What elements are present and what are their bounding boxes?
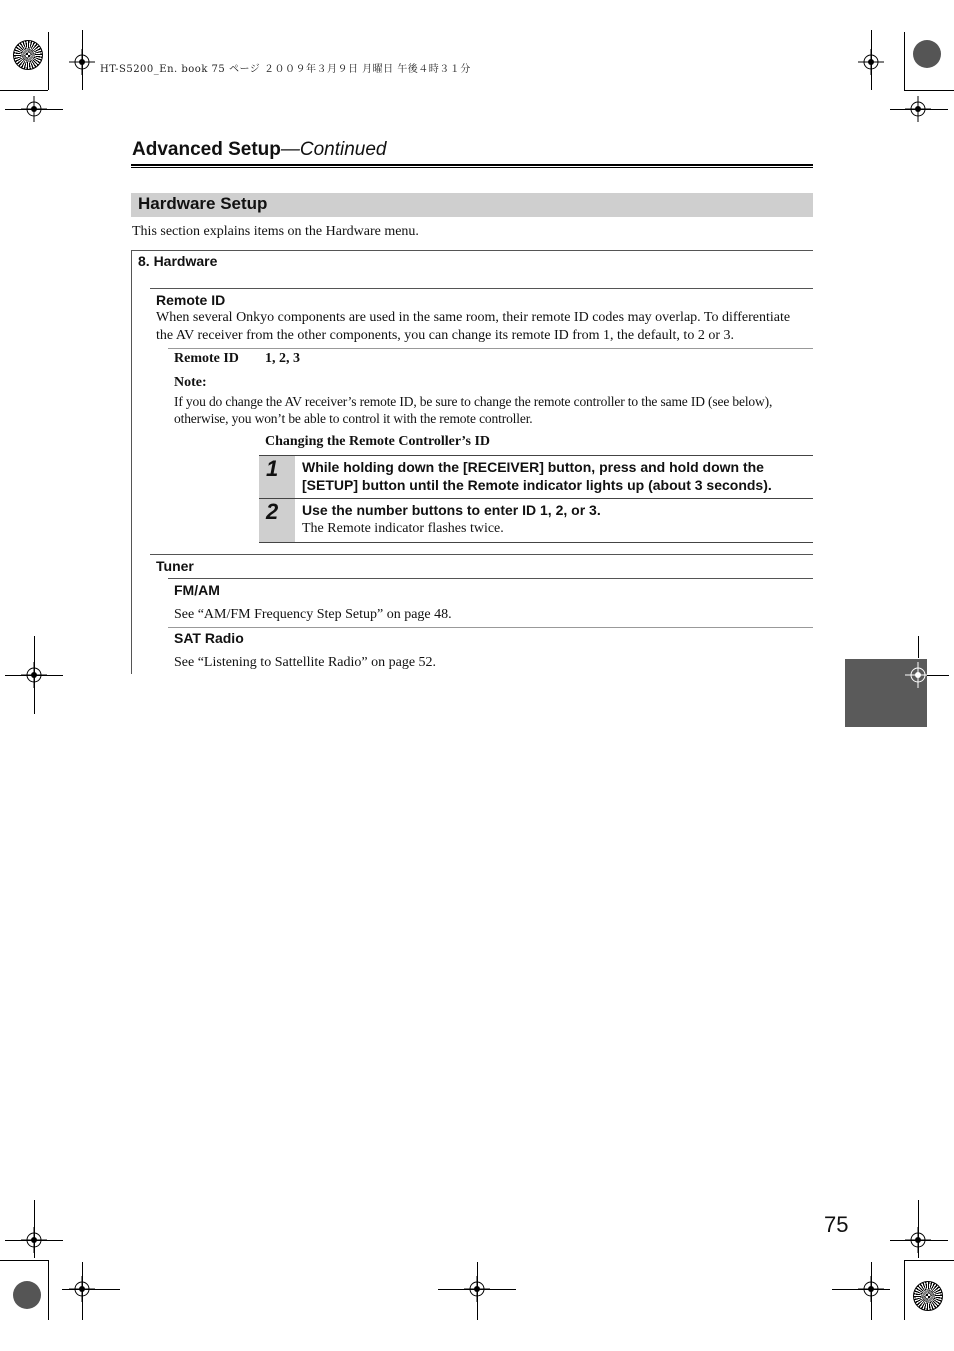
- crop-line: [904, 90, 954, 91]
- divider: [150, 554, 813, 555]
- crop-line: [890, 109, 948, 110]
- crop-line: [904, 1260, 905, 1320]
- crop-line: [438, 1289, 516, 1290]
- page-title-continued: Continued: [299, 139, 387, 160]
- remote-id-setting-label: Remote ID: [174, 351, 239, 366]
- registration-dial-top-left: [13, 40, 43, 70]
- registration-dial-bottom-left: [13, 1281, 41, 1309]
- remote-id-description-line: When several Onkyo components are used in the same room, their remote ID codes may overlap. To differentiate: [156, 310, 791, 325]
- divider: [168, 627, 813, 628]
- crop-line: [890, 1240, 948, 1241]
- step-title-line: [SETUP] button until the Remote indicator lights up (about 3 seconds).: [302, 477, 772, 493]
- crop-line: [48, 32, 49, 90]
- page-title-main: Advanced Setup: [132, 139, 281, 160]
- crop-line: [477, 1262, 478, 1320]
- page-number: 75: [824, 1212, 849, 1237]
- step-title-line: Use the number buttons to enter ID 1, 2, or 3.: [302, 502, 601, 518]
- step-number: 2: [259, 499, 295, 542]
- step-number: 1: [259, 456, 295, 498]
- procedure-steps: [259, 455, 813, 543]
- step-1: [259, 456, 813, 499]
- crop-line: [871, 30, 872, 90]
- crop-line: [918, 636, 919, 658]
- content-box-left: [131, 250, 132, 674]
- fm-am-text: See “AM/FM Frequency Step Setup” on page 48.: [174, 607, 452, 622]
- crop-line: [5, 1240, 63, 1241]
- crop-line: [82, 1262, 83, 1320]
- crop-line: [34, 1200, 35, 1258]
- divider: [150, 288, 813, 289]
- step-body: [295, 456, 813, 498]
- remote-id-setting-values: 1, 2, 3: [265, 351, 300, 366]
- content-box-top: [131, 250, 813, 251]
- sat-radio-text: See “Listening to Sattellite Radio” on page 52.: [174, 655, 437, 670]
- note-label: Note:: [174, 375, 207, 390]
- remote-id-description-line: the AV receiver from the other components, you can change its remote ID from 1, the default, to 2 or 3.: [156, 328, 734, 343]
- remote-id-heading: Remote ID: [156, 292, 226, 308]
- step-title-line: While holding down the [RECEIVER] button, press and hold down the: [302, 459, 764, 475]
- step-body: [295, 499, 813, 542]
- sat-radio-heading: SAT Radio: [174, 630, 244, 646]
- crop-line: [62, 1289, 120, 1290]
- procedure-title: Changing the Remote Controller’s ID: [265, 434, 491, 449]
- note-text-line: If you do change the AV receiver’s remote ID, be sure to change the remote controller to the same ID (see below),: [174, 394, 773, 409]
- note-text-line: otherwise, you won’t be able to control it with the remote controller.: [174, 411, 533, 426]
- print-header: HT-S5200_En. book 75 ページ ２００９年３月９日 月曜日 午後４時３１分: [100, 64, 471, 75]
- title-rule: [131, 164, 813, 168]
- divider: [168, 578, 813, 579]
- registration-dial-top-right: [913, 40, 941, 68]
- crop-line: [48, 1260, 49, 1320]
- crop-line: [5, 109, 63, 110]
- tuner-heading: Tuner: [156, 558, 194, 574]
- hardware-heading: 8. Hardware: [138, 253, 218, 269]
- crop-line: [0, 90, 48, 91]
- crop-line: [871, 1262, 872, 1320]
- step-2: [259, 499, 813, 543]
- crop-line: [927, 675, 949, 676]
- crop-line: [82, 30, 83, 90]
- step-description: The Remote indicator flashes twice.: [302, 521, 504, 536]
- section-intro: This section explains items on the Hardware menu.: [132, 224, 419, 239]
- crop-line: [918, 1200, 919, 1258]
- page-title-dash: —: [280, 139, 300, 160]
- crop-line: [904, 32, 905, 90]
- crop-line: [904, 1260, 954, 1261]
- fm-am-heading: FM/AM: [174, 582, 220, 598]
- note-text: [174, 393, 819, 427]
- remote-id-description: [156, 309, 816, 345]
- page-title: [132, 139, 387, 161]
- section-title: Hardware Setup: [138, 194, 268, 213]
- crop-line: [832, 1289, 890, 1290]
- divider: [168, 348, 813, 349]
- crop-line: [5, 675, 63, 676]
- crop-line: [0, 1260, 48, 1261]
- registration-dial-bottom-right: [913, 1281, 943, 1311]
